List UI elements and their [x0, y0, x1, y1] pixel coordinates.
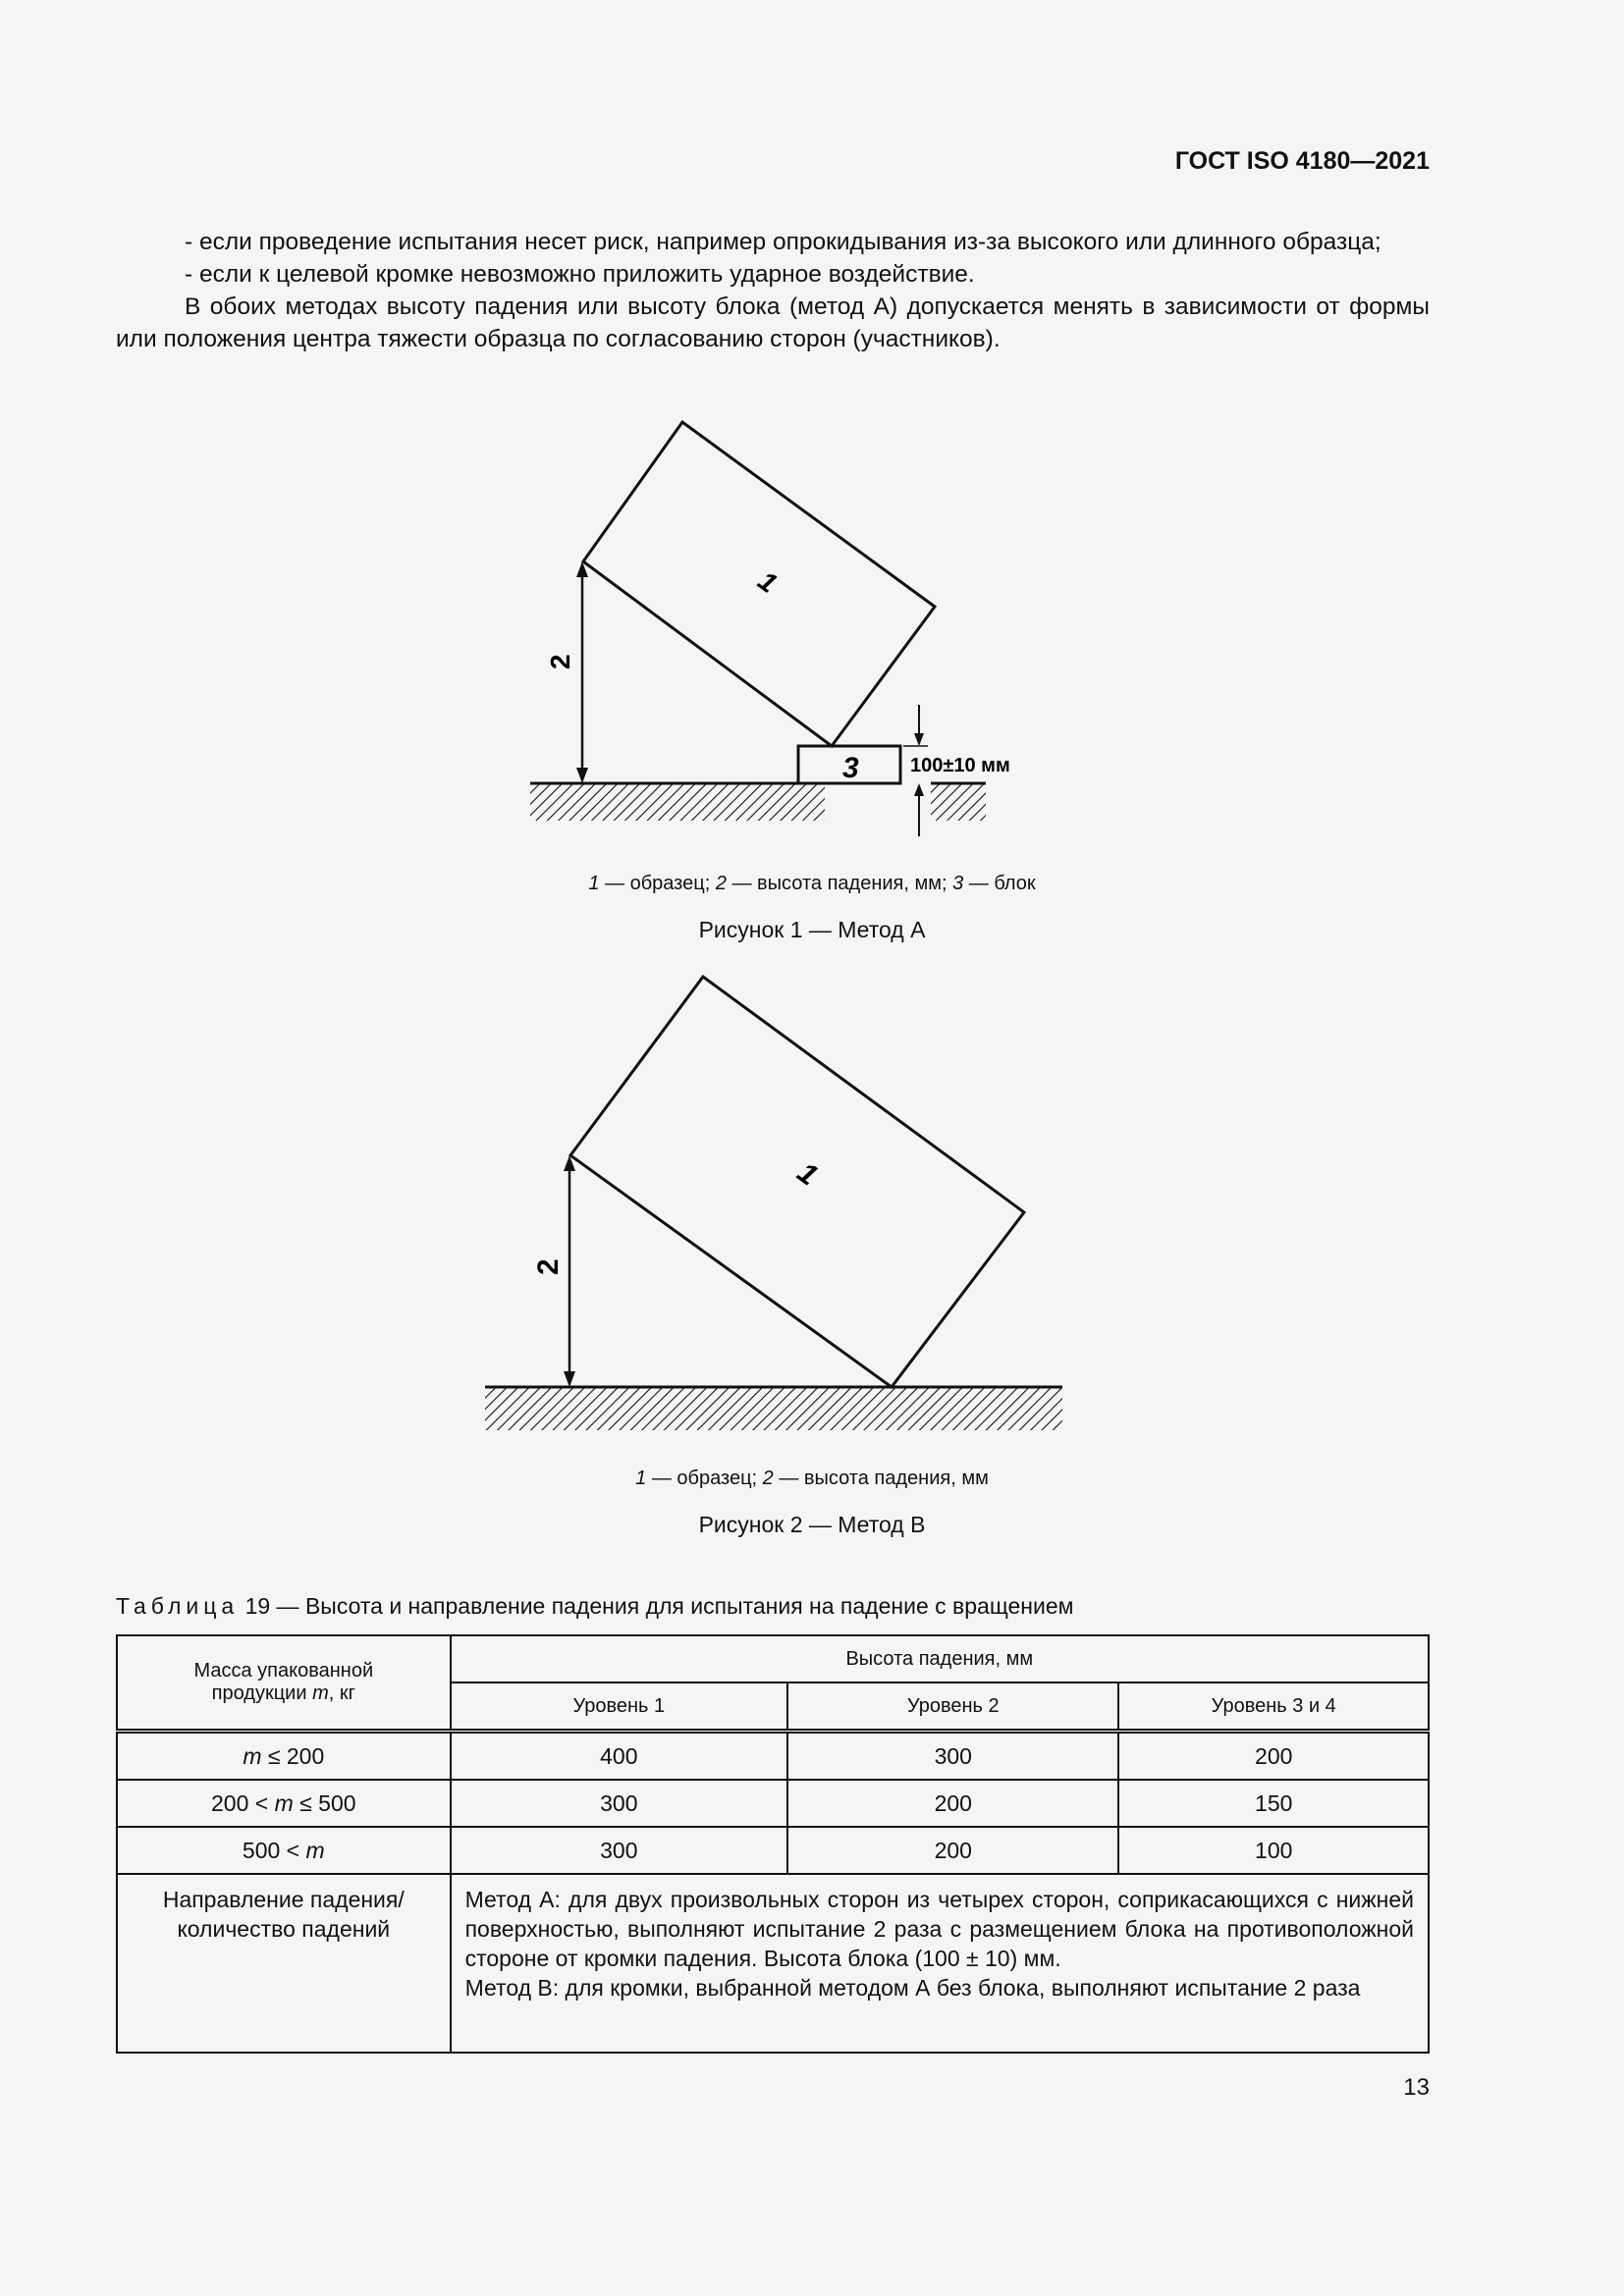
level-header: Уровень 3 и 4	[1118, 1682, 1429, 1732]
direction-text: Метод А: для двух произвольных сторон из четырех сторон, соприкасающихся с нижней поверхностью, выполняют испытание 2 раза с размещением блока на противоположной стороне от кромки падения. Высота блока (100 ± 10) мм. Метод В: для кромки, выбранной методом А без блока, выполняют испытание 2 раза	[451, 1874, 1429, 2053]
level-header: Уровень 1	[451, 1682, 787, 1732]
figure-method-b	[471, 967, 1080, 1438]
direction-label: Направление падения/ количество падений	[117, 1874, 451, 2053]
figure-2-caption: Рисунок 2 — Метод В	[698, 1512, 926, 1537]
figure-1-legend: 1 — образец; 2 — высота падения, мм; 3 — блок	[588, 873, 1036, 894]
height-header: Высота падения, мм	[451, 1635, 1429, 1682]
mass-cell: m ≤ 200	[117, 1732, 451, 1781]
document-id: ГОСТ ISO 4180—2021	[1174, 147, 1430, 175]
table-row-direction	[117, 1874, 1429, 2053]
block-label: 3	[842, 752, 859, 784]
ground-hatch	[485, 1387, 1062, 1430]
level-header: Уровень 2	[787, 1682, 1118, 1732]
figure-method-a	[511, 412, 1021, 844]
value-cell: 150	[1118, 1780, 1429, 1827]
paragraph-2: - если к целевой кромке невозможно приложить ударное воздействие.	[185, 261, 975, 288]
table-row	[117, 1827, 1429, 1874]
value-cell: 300	[451, 1827, 787, 1874]
figure-2-legend: 1 — образец; 2 — высота падения, мм	[635, 1468, 989, 1489]
value-cell: 300	[787, 1732, 1118, 1781]
ground-hatch-right	[931, 783, 986, 821]
value-cell: 300	[451, 1780, 787, 1827]
height-label: 2	[532, 1258, 565, 1275]
value-cell: 200	[787, 1827, 1118, 1874]
mass-cell: 500 < m	[117, 1827, 451, 1874]
specimen-label: 1	[752, 564, 784, 600]
specimen-label: 1	[790, 1155, 824, 1193]
value-cell: 200	[787, 1780, 1118, 1827]
ground-hatch	[530, 783, 825, 821]
paragraph-1: - если проведение испытания несет риск, например опрокидывания из-за высокого или длинного образца;	[185, 229, 1381, 255]
block-dimension: 100±10 мм	[910, 755, 1010, 776]
figure-2-drawing	[471, 967, 1080, 1438]
paragraph-3: В обоих методах высоту падения или высоту блока (метод А) допускается менять в зависимости от формы или положения центра тяжести образца по согласованию сторон (участников).	[116, 294, 1430, 352]
value-cell: 200	[1118, 1732, 1429, 1781]
table-title: Таблица 19 — Высота и направление падения для испытания на падение с вращением	[116, 1593, 1074, 1619]
table-row	[117, 1780, 1429, 1827]
figure-1-caption: Рисунок 1 — Метод А	[698, 917, 926, 942]
value-cell: 400	[451, 1732, 787, 1781]
page-number: 13	[1403, 2074, 1430, 2101]
drop-height-table	[116, 1634, 1430, 2054]
value-cell: 100	[1118, 1827, 1429, 1874]
mass-cell: 200 < m ≤ 500	[117, 1780, 451, 1827]
figure-1-drawing	[511, 412, 1021, 844]
table-row	[117, 1732, 1429, 1781]
mass-header: Масса упакованной продукции m, кг	[117, 1635, 451, 1732]
body-text	[116, 226, 1430, 355]
height-label: 2	[545, 654, 575, 669]
